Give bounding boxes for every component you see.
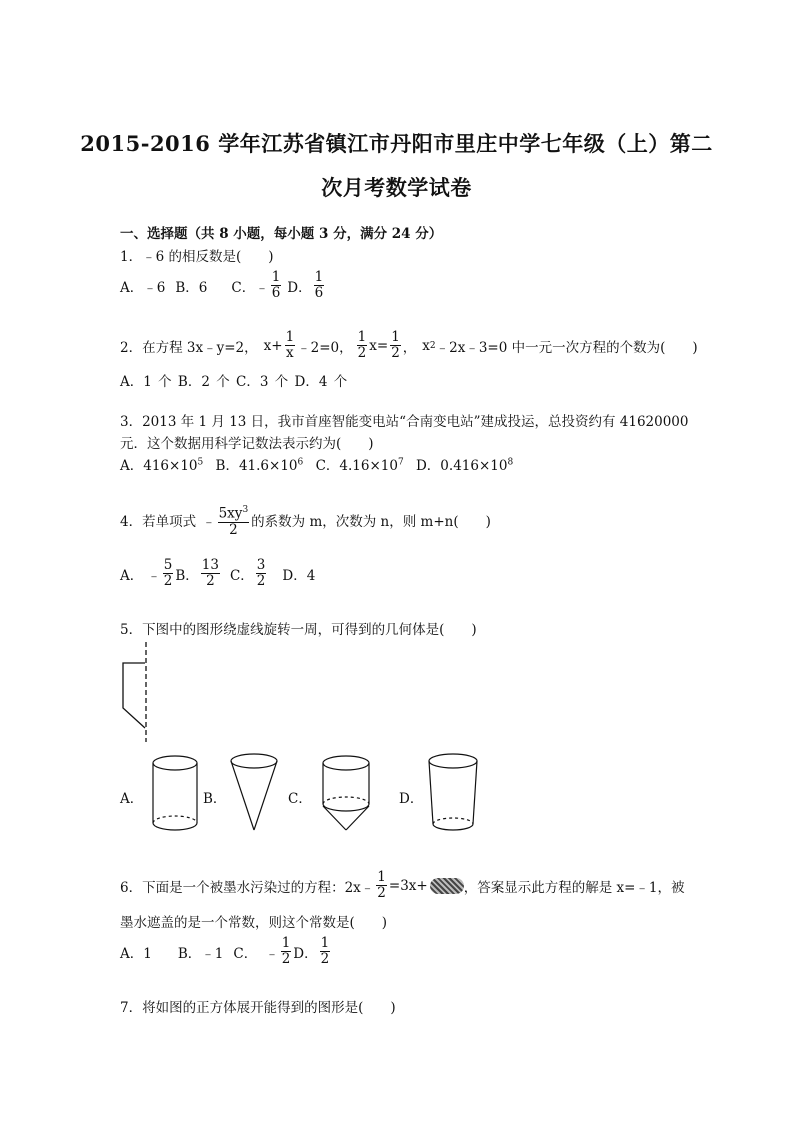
q2-eq2-fraction: $\frac{1}{x}$ [285, 329, 295, 361]
option-c-sign: ﹣ [255, 279, 269, 296]
cylinder-figure [148, 752, 203, 832]
q2-eq3-fraction: $\frac{1}{2}$ [357, 329, 367, 361]
q4-monomial: $\frac{5xy^3}{2}$ [218, 505, 249, 538]
rotation-shape [123, 663, 145, 728]
page-title: 2015-2016 学年江苏省镇江市丹阳市里庄中学七年级（上）第二 [80, 131, 713, 156]
q4-pre: 4．若单项式 [120, 514, 197, 531]
q6-post: ，答案显示此方程的解是 x=﹣1，被 [463, 879, 685, 896]
q2-eq2-tail: ﹣2=0， [297, 339, 353, 356]
option-c: C． [229, 567, 254, 584]
question-5-stem: 5．下图中的图形绕虚线旋转一周，可得到的几何体是( ) [120, 622, 477, 638]
q6-fraction: $\frac{1}{2}$ [377, 869, 386, 901]
option-c-exp: 7 [397, 457, 404, 468]
page-title-line2: 次月考数学试卷 [321, 175, 472, 200]
q2-eq4-sup: 2 [429, 340, 436, 351]
option-c-fraction: $\frac{3}{2}$ [256, 557, 266, 589]
option-d: D．0.416×10 [415, 458, 508, 474]
question-4-options [120, 558, 315, 589]
cone-figure [227, 750, 282, 835]
question-3-options [120, 454, 513, 474]
option-a: A．1 [120, 945, 152, 962]
option-a-fraction: $\frac{5}{2}$ [163, 557, 173, 589]
option-b-label: B． [203, 791, 227, 807]
option-c-fraction: $\frac{1}{6}$ [271, 269, 281, 301]
option-d-exp: 8 [507, 457, 514, 468]
option-c: C． [233, 945, 258, 962]
option-a: A． [120, 567, 144, 584]
q6-mid: =3x+ [388, 877, 428, 894]
option-d: D．4 [282, 567, 316, 584]
option-b: B．41.6×10 [215, 458, 298, 474]
question-3-line2: 元．这个数据用科学记数法表示约为( ) [120, 436, 374, 452]
question-6-options [120, 936, 332, 967]
option-a-sign: ﹣ [147, 567, 161, 584]
option-c-sign: ﹣ [265, 945, 279, 962]
question-3-line1: 3．2013 年 1 月 13 日，我市首座智能变电站“合南变电站”建成投运，总投资约有 41620000 [120, 414, 689, 430]
option-d-fraction: $\frac{1}{2}$ [320, 935, 330, 967]
option-b: B．6 [175, 279, 208, 296]
q2-pre: 2．在方程 3x﹣y=2， [120, 339, 258, 356]
option-c: C． [231, 279, 256, 296]
q6-pre: 6．下面是一个被墨水污染过的方程：2x﹣ [120, 879, 375, 896]
option-d-label: D． [399, 791, 424, 807]
option-c-label: C． [288, 791, 312, 807]
option-b-fraction: $\frac{13}{2}$ [201, 557, 219, 589]
q2-eq4: x [422, 337, 430, 354]
option-b-exp: 6 [297, 457, 304, 468]
q2-sep: ， [402, 339, 417, 356]
option-b: B．﹣1 [177, 945, 224, 962]
section-heading: 一、选择题（共 8 小题，每小题 3 分，满分 24 分） [120, 226, 443, 242]
cylinder-cone-figure [316, 752, 376, 834]
option-a: A．416×10 [120, 458, 198, 474]
q2-eq3-mid: x= [369, 337, 389, 354]
question-2-options: A．1 个 B．2 个 C．3 个 D．4 个 [120, 374, 348, 390]
question-6-line2: 墨水遮盖的是一个常数，则这个常数是( ) [120, 915, 388, 931]
question-1-stem: 1．﹣6 的相反数是( ) [120, 249, 274, 265]
option-d: D． [293, 945, 318, 962]
option-b: B． [175, 567, 199, 584]
question-2-stem [120, 330, 698, 361]
question-6-line1 [120, 870, 685, 901]
q2-eq4-tail: ﹣2x﹣3=0 中一元一次方程的个数为( ) [435, 339, 698, 356]
option-c-fraction: $\frac{1}{2}$ [281, 935, 291, 967]
question-4-stem [120, 503, 491, 538]
question-7-stem: 7．将如图的正方体展开能得到的图形是( ) [120, 1000, 396, 1016]
option-c: C．4.16×10 [315, 458, 398, 474]
ink-blot [430, 878, 464, 894]
q4-sign: ﹣ [202, 514, 216, 531]
option-d-fraction: $\frac{1}{6}$ [314, 269, 324, 301]
option-a-label: A． [120, 791, 144, 807]
rotation-figure [115, 640, 165, 745]
option-a-exp: 5 [197, 457, 204, 468]
q4-post: 的系数为 m，次数为 n，则 m+n( ) [251, 514, 491, 531]
option-a: A．﹣6 [120, 279, 166, 296]
q2-eq2: x+ [263, 337, 283, 354]
option-d: D． [287, 279, 312, 296]
frustum-figure [424, 750, 482, 835]
q2-eq3-fraction2: $\frac{1}{2}$ [391, 329, 400, 361]
question-1-options [120, 270, 326, 301]
